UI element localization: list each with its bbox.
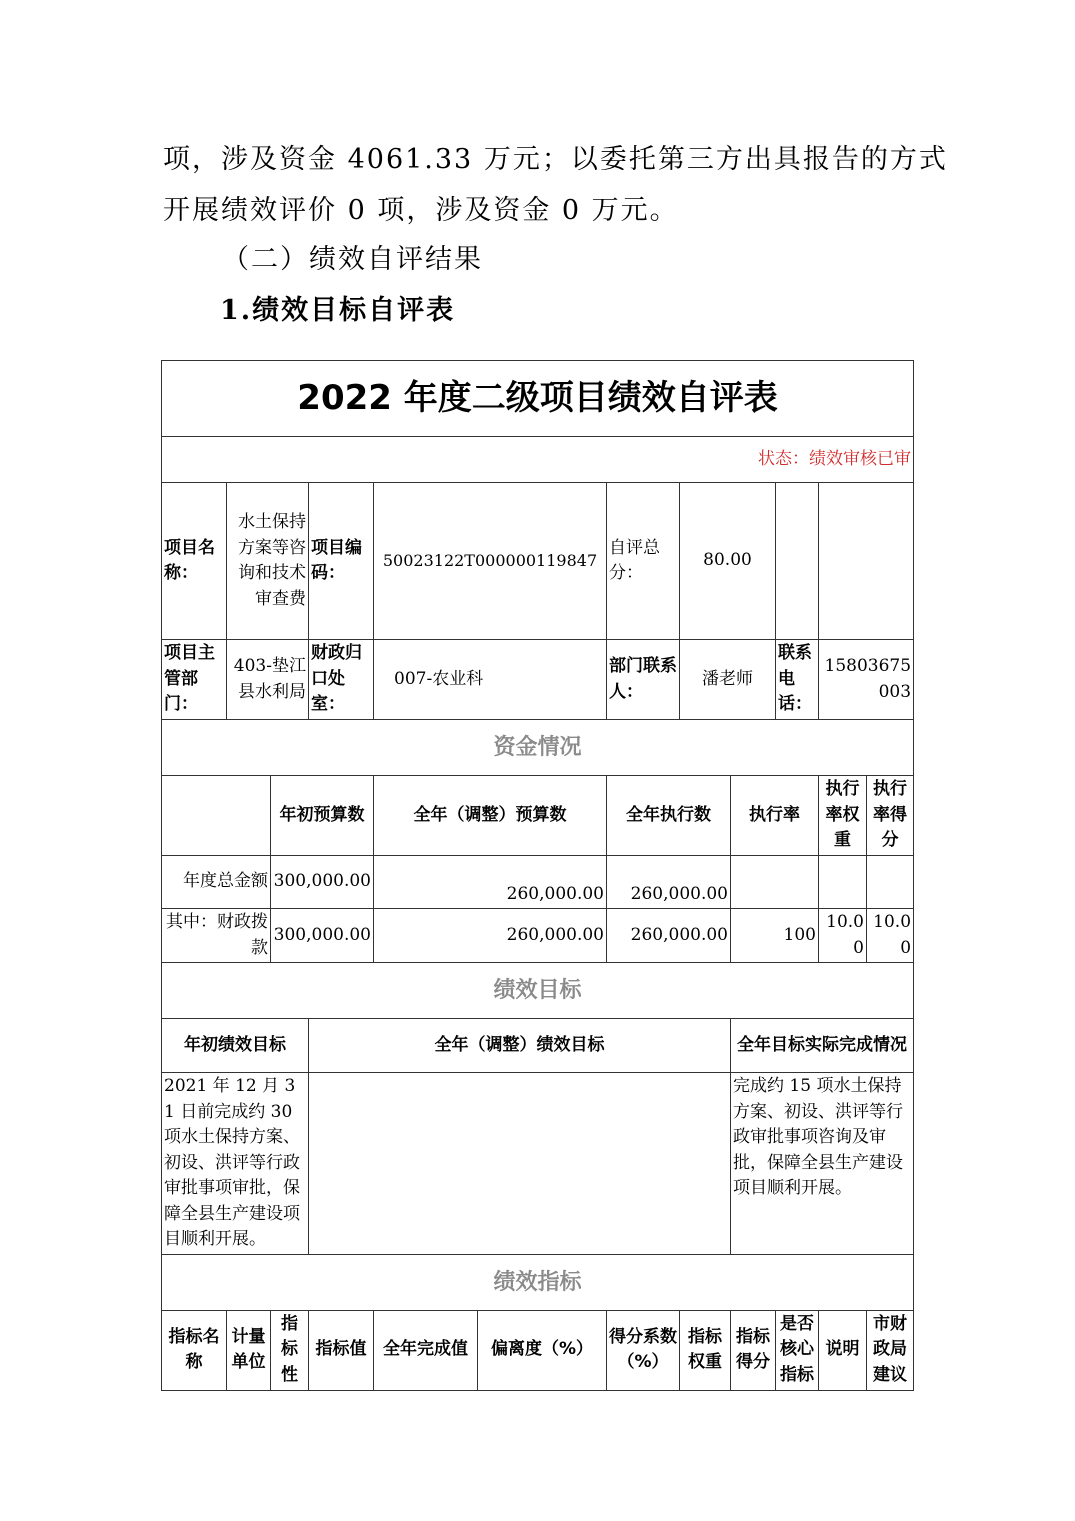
- goals-header: 全年（调整）绩效目标: [309, 1019, 731, 1073]
- empty-cell: [819, 483, 914, 640]
- indicator-header: 市财政局建议: [867, 1310, 914, 1390]
- form-title: 2022 年度二级项目绩效自评表: [162, 361, 914, 437]
- indicator-header: 全年完成值: [374, 1310, 478, 1390]
- goals-section-title: 绩效目标: [162, 963, 914, 1019]
- dept-value: 403-垫江县水利局: [227, 640, 309, 720]
- indicators-section-title: 绩效指标: [162, 1254, 914, 1310]
- funds-adjusted: 260,000.00: [374, 856, 607, 909]
- funds-weight: 10.00: [819, 909, 867, 963]
- project-name-label: 项目名称：: [162, 483, 227, 640]
- project-code-label: 项目编码：: [309, 483, 374, 640]
- contact-label: 部门联系人：: [607, 640, 680, 720]
- indicator-header: 说明: [819, 1310, 867, 1390]
- funds-score: [867, 856, 914, 909]
- finance-office-value: 007-农业科: [374, 640, 607, 720]
- goals-initial: 2021 年 12 月 31 日前完成约 30 项水土保持方案、初设、洪评等行政审批事项审批，保障全县生产建设项目顺利开展。: [162, 1073, 309, 1255]
- self-score-value: 80.00: [680, 483, 776, 640]
- self-evaluation-form: [161, 360, 914, 1391]
- indicator-header: 指标权重: [680, 1310, 731, 1390]
- dept-label: 项目主管部门：: [162, 640, 227, 720]
- funds-row-label: 年度总金额: [162, 856, 271, 909]
- funds-row-label: 其中：财政拨款: [162, 909, 271, 963]
- empty-cell: [776, 483, 819, 640]
- project-name-value: 水土保持方案等咨询和技术审查费: [227, 483, 309, 640]
- table-row: [162, 909, 914, 963]
- body-line-1: 项，涉及资金 4061.33 万元；以委托第三方出具报告的方式: [163, 144, 948, 175]
- status-badge: 状态：绩效审核已审: [162, 437, 914, 483]
- funds-initial: 300,000.00: [271, 856, 374, 909]
- table-row: [162, 856, 914, 909]
- goals-actual: 完成约 15 项水土保持方案、初设、洪评等行政审批事项咨询及审批，保障全县生产建设项目顺利开展。: [731, 1073, 914, 1255]
- funds-header: 年初预算数: [271, 776, 374, 856]
- finance-office-label: 财政归口处室：: [309, 640, 374, 720]
- subheading: （二）绩效自评结果: [222, 244, 483, 275]
- indicator-header: 指标值: [309, 1310, 374, 1390]
- goals-header: 全年目标实际完成情况: [731, 1019, 914, 1073]
- section-heading: 1.绩效目标自评表: [220, 295, 456, 326]
- funds-header: 执行率得分: [867, 776, 914, 856]
- funds-header: 执行率权重: [819, 776, 867, 856]
- goals-header: 年初绩效目标: [162, 1019, 309, 1073]
- funds-executed: 260,000.00: [607, 909, 731, 963]
- goals-adjusted: [309, 1073, 731, 1255]
- indicator-header: 指标名称: [162, 1310, 227, 1390]
- funds-rate: [731, 856, 819, 909]
- funds-rate: 100: [731, 909, 819, 963]
- funds-initial: 300,000.00: [271, 909, 374, 963]
- indicator-header: 得分系数（%）: [607, 1310, 680, 1390]
- empty-cell: [162, 776, 271, 856]
- funds-executed: 260,000.00: [607, 856, 731, 909]
- body-line-2: 开展绩效评价 0 项，涉及资金 0 万元。: [163, 195, 679, 226]
- phone-label: 联系电话：: [776, 640, 819, 720]
- indicator-header: 指标性: [271, 1310, 309, 1390]
- funds-adjusted: 260,000.00: [374, 909, 607, 963]
- indicator-header: 是否核心指标: [776, 1310, 819, 1390]
- project-code-value: 50023122T000000119847: [374, 483, 607, 640]
- funds-weight: [819, 856, 867, 909]
- funds-section-title: 资金情况: [162, 720, 914, 776]
- indicator-header: 计量单位: [227, 1310, 271, 1390]
- self-score-label: 自评总分：: [607, 483, 680, 640]
- phone-value: 15803675003: [819, 640, 914, 720]
- funds-score: 10.00: [867, 909, 914, 963]
- indicator-header: 指标得分: [731, 1310, 776, 1390]
- indicator-header: 偏离度（%）: [478, 1310, 607, 1390]
- funds-header: 全年执行数: [607, 776, 731, 856]
- funds-header: 执行率: [731, 776, 819, 856]
- contact-value: 潘老师: [680, 640, 776, 720]
- funds-header: 全年（调整）预算数: [374, 776, 607, 856]
